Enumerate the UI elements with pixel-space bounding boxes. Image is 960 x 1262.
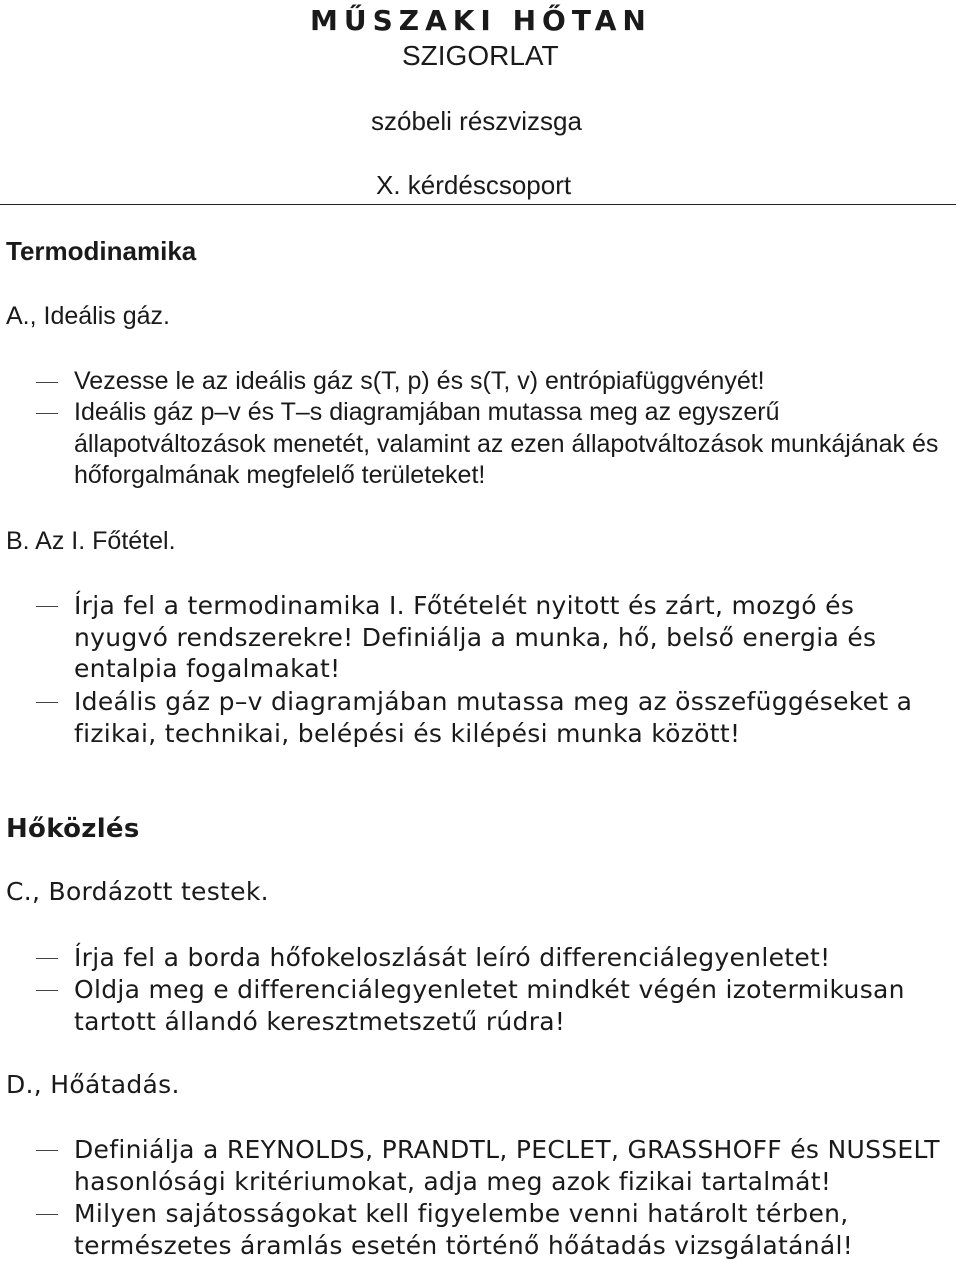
subsection-heading-c: C., Bordázott testek. [6,877,269,906]
dash-bullet-icon [36,606,58,607]
question-text: Definiálja a REYNOLDS, PRANDTL, PECLET, GRASSHOFF és NUSSELT hasonlósági kritériumokat, adja meg azok fizikai tartalmát! [74,1135,940,1196]
exam-part-label: szóbeli részvizsga [371,106,582,136]
dash-bullet-icon [36,990,58,991]
question-text: Írja fel a borda hőfokeloszlását leíró differenciálegyenletet! [74,943,831,972]
question-text: Vezesse le az ideális gáz s(T, p) és s(T, v) entrópiafüggvényét! [74,367,765,395]
dash-bullet-icon [36,702,58,703]
dash-bullet-icon [36,1150,58,1151]
dash-bullet-icon [36,413,58,414]
question-text: Ideális gáz p–v és T–s diagramjában mutassa meg az egyszerű állapotváltozások menetét, valamint az ezen állapotváltozások munkájának és hőforgalmának megfelelő területeket! [74,398,939,489]
document-subtitle: SZIGORLAT [402,40,559,71]
question-group-label: X. kérdéscsoport [376,170,572,200]
section-title-termodinamika: Termodinamika [6,236,197,266]
question-text: Ideális gáz p–v diagramjában mutassa meg az összefüggéseket a fizikai, technikai, belépési és kilépési munka között! [74,687,913,748]
dash-bullet-icon [36,958,58,959]
dash-bullet-icon [36,1214,58,1215]
header-divider [0,204,956,205]
subsection-heading-a: A., Ideális gáz. [6,302,170,330]
question-text: Milyen sajátosságokat kell figyelembe venni határolt térben, természetes áramlás esetén történő hőátadás vizsgálatánál! [74,1199,854,1260]
dash-bullet-icon [36,382,58,383]
section-title-hokozles: Hőközlés [6,814,140,844]
question-text: Írja fel a termodinamika I. Főtételét nyitott és zárt, mozgó és nyugvó rendszerekre! Definiálja a munka, hő, belső energia és entalpia fogalmakat! [74,591,877,683]
document-title: MŰSZAKI HŐTAN [310,4,652,37]
subsection-heading-d: D., Hőátadás. [6,1070,180,1099]
subsection-heading-b: B. Az I. Főtétel. [6,527,176,555]
question-text: Oldja meg e differenciálegyenletet mindkét végén izotermikusan tartott állandó keresztmetszetű rúdra! [74,975,905,1036]
